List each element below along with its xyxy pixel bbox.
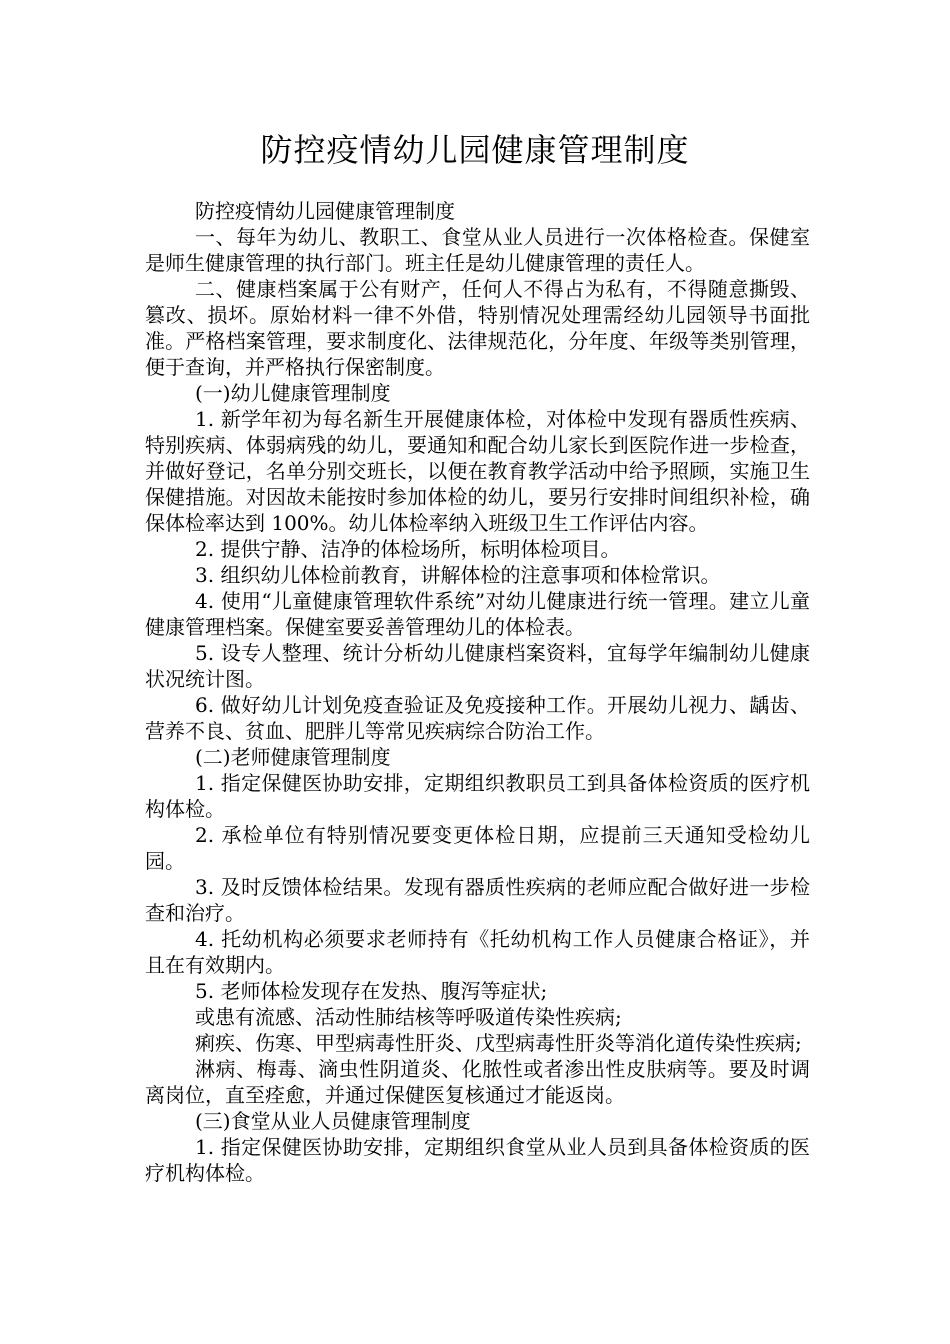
section-heading: (三)食堂从业人员健康管理制度	[195, 1109, 471, 1133]
section-heading: (二)老师健康管理制度	[195, 745, 391, 769]
body-paragraph: 5. 老师体检发现存在发热、腹泻等症状;	[195, 979, 548, 1003]
body-paragraph: 4. 使用“儿童健康管理软件系统”对幼儿健康进行统一管理。建立儿童健康管理档案。保健室要妥善管理幼儿的体检表。	[145, 589, 810, 639]
body-paragraph: 痢疾、伤寒、甲型病毒性肝炎、戊型病毒性肝炎等消化道传染性疾病;	[195, 1031, 802, 1055]
body-paragraph: 1. 指定保健医协助安排，定期组织食堂从业人员到具备体检资质的医疗机构体检。	[145, 1135, 810, 1185]
body-paragraph: 2. 提供宁静、洁净的体检场所，标明体检项目。	[195, 537, 621, 561]
document-body	[145, 198, 810, 1186]
body-paragraph: 淋病、梅毒、滴虫性阴道炎、化脓性或者渗出性皮肤病等。要及时调离岗位，直至痊愈，并通过保健医复核通过才能返岗。	[145, 1057, 810, 1107]
body-paragraph: 5. 设专人整理、统计分析幼儿健康档案资料，宜每学年编制幼儿健康状况统计图。	[145, 641, 810, 691]
body-paragraph: 或患有流感、活动性肺结核等呼吸道传染性疾病;	[195, 1005, 622, 1029]
body-paragraph: 1. 指定保健医协助安排，定期组织教职员工到具备体检资质的医疗机构体检。	[145, 771, 810, 821]
body-paragraph: 4. 托幼机构必须要求老师持有《托幼机构工作人员健康合格证》，并且在有效期内。	[145, 927, 810, 977]
body-paragraph: 1. 新学年初为每名新生开展健康体检，对体检中发现有器质性疾病、特别疾病、体弱病残的幼儿，要通知和配合幼儿家长到医院作进一步检查，并做好登记，名单分别交班长，以便在教育教学活动中给予照顾，实施卫生保健措施。对因故未能按时参加体检的幼儿，要另行安排时间组织补检，确保体检率达到 100%。幼儿体检率纳入班级卫生工作评估内容。	[145, 407, 810, 535]
body-paragraph: 2. 承检单位有特别情况要变更体检日期，应提前三天通知受检幼儿园。	[145, 823, 810, 873]
section-heading: (一)幼儿健康管理制度	[195, 381, 391, 405]
body-paragraph: 二、健康档案属于公有财产，任何人不得占为私有，不得随意撕毁、篡改、损坏。原始材料一律不外借，特别情况处理需经幼儿园领导书面批准。严格档案管理，要求制度化、法律规范化，分年度、年级等类别管理，便于查询，并严格执行保密制度。	[145, 277, 810, 379]
document-title: 防控疫情幼儿园健康管理制度	[260, 131, 690, 169]
body-paragraph: 一、每年为幼儿、教职工、食堂从业人员进行一次体格检查。保健室是师生健康管理的执行部门。班主任是幼儿健康管理的责任人。	[145, 225, 810, 275]
body-paragraph: 3. 组织幼儿体检前教育，讲解体检的注意事项和体检常识。	[195, 563, 721, 587]
body-paragraph: 防控疫情幼儿园健康管理制度	[195, 199, 455, 223]
body-paragraph: 3. 及时反馈体检结果。发现有器质性疾病的老师应配合做好进一步检查和治疗。	[145, 875, 810, 925]
body-paragraph: 6. 做好幼儿计划免疫查验证及免疫接种工作。开展幼儿视力、龋齿、营养不良、贫血、肥胖儿等常见疾病综合防治工作。	[145, 693, 810, 743]
